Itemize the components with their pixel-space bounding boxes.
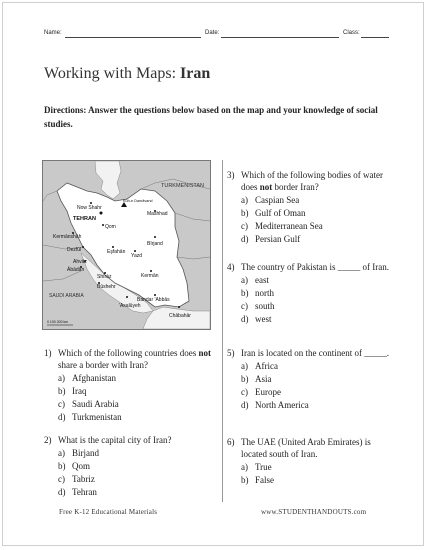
map-label-asaluyeh: 'Asalūyeh [119, 303, 141, 309]
map-label-tehran: TEHRAN [73, 216, 96, 222]
question-text: Which of the following bodies of water does not border Iran? [241, 170, 383, 192]
title-country: Iran [180, 65, 211, 82]
question-text: The UAE (United Arab Emirates) is located south of Iran. [241, 437, 371, 459]
answer-option[interactable]: d) west [241, 314, 272, 324]
question-2 [44, 434, 212, 498]
map-label-saudi-arabia: SAUDI ARABIA [49, 293, 84, 299]
map-label-qom: Qom [105, 224, 116, 230]
answer-option[interactable]: c) Europe [241, 387, 281, 397]
answer-option[interactable]: c) Mediterranean Sea [241, 221, 323, 231]
column-divider [222, 160, 223, 502]
answer-option[interactable]: d) Turkmenistan [58, 412, 122, 422]
map-label-bushehr: Būshehr [97, 284, 116, 290]
worksheet-page [2, 2, 424, 546]
answer-option[interactable]: a) True [241, 462, 272, 472]
name-field-line [65, 37, 201, 38]
answer-option[interactable]: a) Caspian Sea [241, 195, 300, 205]
map-label-turkmenistan: TURKMENISTAN [161, 183, 204, 189]
question-text: Iran is located on the continent of _____. [241, 348, 389, 358]
answer-option[interactable]: d) Tehran [58, 487, 97, 497]
answer-option[interactable]: c) Tabriz [58, 474, 95, 484]
question-5 [227, 347, 397, 411]
map-label-birjand: Bīrjand [147, 241, 163, 247]
map-label-yazd: Yazd [131, 253, 143, 259]
answer-option[interactable]: a) Africa [241, 361, 278, 371]
map-label-mashhad: Mashhad [147, 211, 168, 217]
answer-option[interactable]: b) Gulf of Oman [241, 208, 306, 218]
question-number: 4) [227, 262, 235, 272]
question-6 [227, 436, 397, 486]
question-number: 3) [227, 170, 235, 180]
map-label-abadan: Ābādān [67, 267, 85, 273]
map-label-shiraz: Shīrāz [97, 274, 112, 280]
iran-map-svg [43, 161, 210, 329]
question-1 [44, 347, 212, 423]
map-scale-label: 0 100 200 km [47, 320, 69, 324]
map-label-dezful: Dezfūl [67, 247, 82, 253]
map-label-ahvaz: Ahvāz [73, 259, 87, 265]
answer-option[interactable]: d) North America [241, 400, 309, 410]
class-field-line [361, 37, 389, 38]
answer-option[interactable]: a) east [241, 275, 269, 285]
question-number: 2) [44, 435, 52, 445]
question-number: 6) [227, 437, 235, 447]
answer-option[interactable]: b) False [241, 475, 274, 485]
answer-option[interactable]: b) Qom [58, 461, 90, 471]
date-label: Date: [205, 30, 220, 36]
footer-right[interactable]: www.STUDENTHANDOUTS.com [261, 508, 367, 516]
iran-map [42, 160, 211, 330]
question-number: 1) [44, 348, 52, 358]
map-label-kuh-e-damavand: Kūh-e Damāvand [123, 199, 153, 203]
question-number: 5) [227, 348, 235, 358]
date-field-line [221, 37, 339, 38]
answer-option[interactable]: b) Asia [241, 374, 272, 384]
map-label-bandar-abbas: Bandar 'Abbās [137, 297, 170, 303]
answer-option[interactable]: a) Afghanistan [58, 373, 116, 383]
question-4 [227, 261, 397, 325]
directions-text: Directions: Answer the questions below based on the map and your knowledge of social studies. [44, 105, 378, 129]
map-label-kerman: Kermān [141, 273, 159, 279]
map-label-chabahar: Chābahār [169, 313, 191, 319]
answer-option[interactable]: c) south [241, 301, 275, 311]
answer-option[interactable]: d) Persian Gulf [241, 234, 301, 244]
answer-option[interactable]: b) north [241, 288, 274, 298]
footer-left: Free K-12 Educational Materials [59, 508, 158, 516]
title-prefix: Working with Maps: [44, 65, 177, 82]
question-text: The country of Pakistan is _____ of Iran. [241, 262, 389, 272]
map-label-now-shahr: Now Shahr [77, 205, 102, 211]
map-label-esfahan: Eşfahān [107, 249, 126, 255]
map-label-kermanshah: Kermānshāh [53, 234, 82, 240]
answer-option[interactable]: a) Birjand [58, 448, 99, 458]
answer-option[interactable]: c) Saudi Arabia [58, 399, 119, 409]
page-title [44, 65, 210, 83]
class-label: Class: [343, 30, 360, 36]
question-text: Which of the following countries does not share a border with Iran? [58, 348, 211, 370]
question-text: What is the capital city of Iran? [58, 435, 172, 445]
question-3 [227, 169, 397, 245]
answer-option[interactable]: b) Iraq [58, 386, 87, 396]
name-label: Name: [44, 30, 62, 36]
